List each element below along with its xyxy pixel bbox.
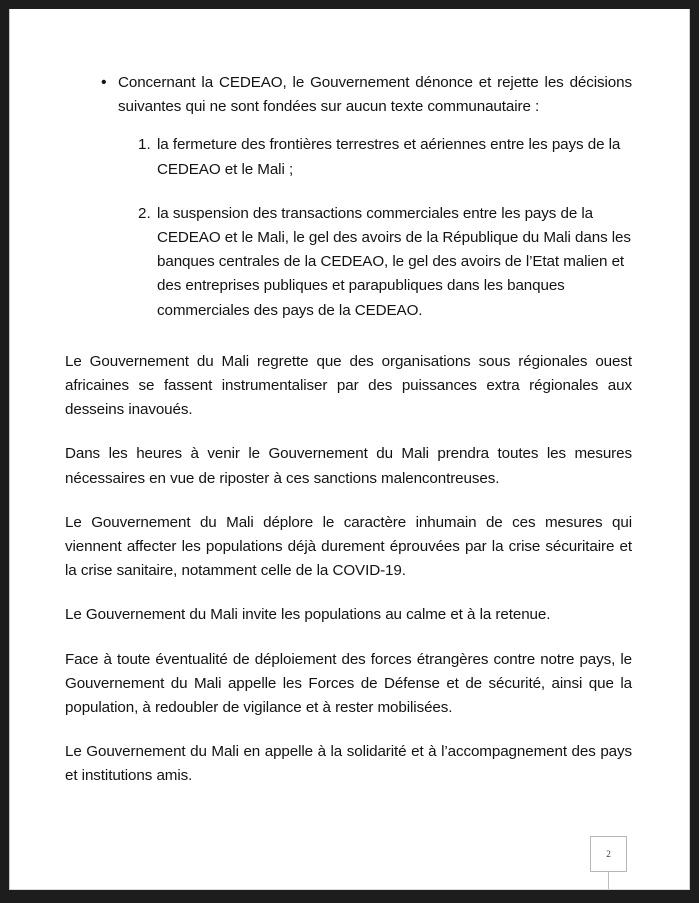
list-item [65, 202, 632, 323]
list-item [65, 133, 632, 181]
list-item-marker: 1. [138, 136, 151, 154]
page-number-box [590, 836, 627, 872]
paragraph: Face à toute éventualité de déploiement des forces étrangères contre notre pays, le Gouvernement du Mali appelle les Forces de Défense et de sécurité, ainsi que la population, à redoubler de vigilance et à rester mobilisées. [65, 650, 632, 717]
paragraph-group [65, 350, 632, 789]
numbered-list [65, 133, 632, 322]
bullet-item-text: Concernant la CEDEAO, le Gouvernement dénonce et rejette les décisions suivantes qui ne sont fondées sur aucun texte communautaire : [118, 74, 632, 116]
paragraph: Dans les heures à venir le Gouvernement du Mali prendra toutes les mesures nécessaires en vue de riposter à ces sanctions malencontreuses. [65, 445, 632, 487]
paragraph: Le Gouvernement du Mali déplore le caractère inhumain de ces mesures qui viennent affecter les populations déjà durement éprouvées par la crise sécuritaire et la crise sanitaire, notamment celle de la COVID-19. [65, 513, 632, 580]
list-item-text: la suspension des transactions commerciales entre les pays de la CEDEAO et le Mali, le gel des avoirs de la République du Mali dans les banques centrales de la CEDEAO, le gel des avoirs de l’Etat malien et des entreprises publiques et parapubliques dans les banques commerciales des pays de la CEDEAO. [157, 204, 631, 319]
document-page [9, 9, 690, 890]
list-item-marker: 2. [138, 204, 151, 222]
paragraph: Le Gouvernement du Mali regrette que des organisations sous régionales ouest africaines se fassent instrumentaliser par des puissances extra régionales aux desseins inavoués. [65, 352, 632, 419]
page-number-stem [608, 872, 609, 890]
list-item-text: la fermeture des frontières terrestres et aériennes entre les pays de la CEDEAO et le Mali ; [157, 136, 621, 178]
paragraph: Le Gouvernement du Mali en appelle à la solidarité et à l’accompagnement des pays et institutions amis. [65, 743, 632, 785]
document-body [65, 71, 632, 789]
bullet-list [65, 71, 632, 119]
list-item [65, 71, 632, 119]
page-number: 2 [606, 849, 611, 859]
paragraph: Le Gouvernement du Mali invite les populations au calme et à la retenue. [65, 606, 551, 624]
bullet-marker-icon: • [101, 74, 107, 91]
